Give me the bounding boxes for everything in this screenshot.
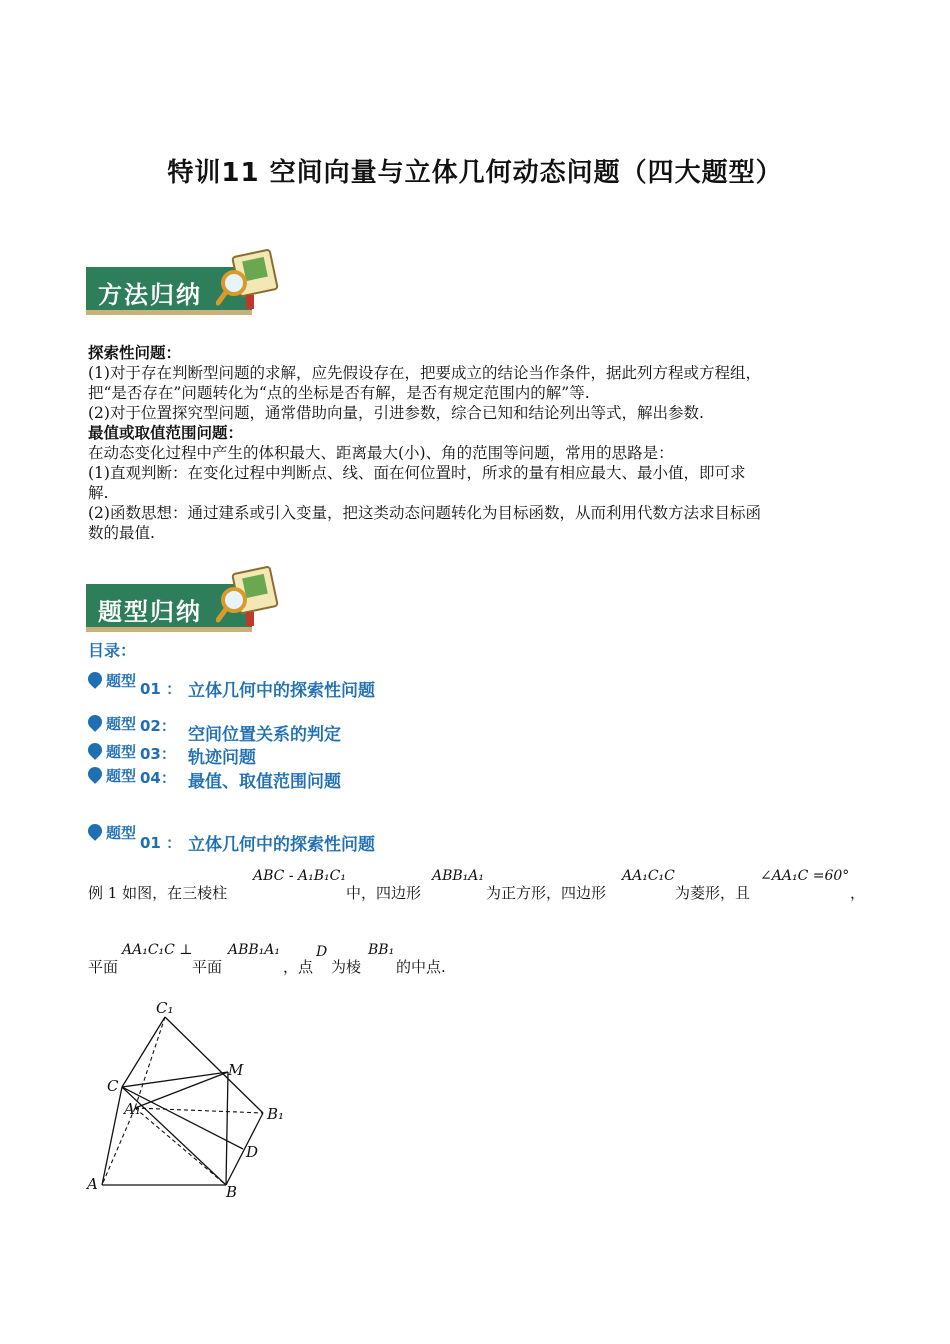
label-B1: B₁ [267,1105,285,1123]
example-text: 为正方形，四边形 [486,884,607,902]
banner-label: 方法归纳 [98,281,202,309]
toc-label: 空间位置关系的判定 [188,725,341,745]
example-text: 平面 [88,958,119,976]
toc-num: 04： [140,769,176,787]
para: (1)对于存在判断型问题的求解，应先假设存在，把要成立的结论当作条件，据此列方程或方程组， [88,364,761,382]
math-square: ABB₁A₁ [432,868,485,884]
section-tag: 题型 [106,824,137,842]
method-section [88,343,868,543]
hidden-edge [102,1108,135,1185]
label-D: D [246,1143,259,1161]
pin-icon [85,821,105,841]
math-rhombus: AA₁C₁C [622,868,675,884]
types-banner [86,562,286,634]
edge [102,1087,122,1185]
pin-icon [85,740,105,760]
toc-tag: 题型 [106,743,137,761]
section-heading [88,824,488,855]
para: (1)直观判断：在变化过程中判断点、线、面在何位置时，所求的量有相应最大、最小值，即可求 [88,464,746,482]
pin-icon [85,764,105,784]
math-edge: BB₁ [368,942,395,958]
example-text: 的中点. [396,958,446,976]
para: (2)函数思想：通过建系或引入变量，把这类动态问题转化为目标函数，从而利用代数方法求目标函 [88,504,761,522]
toc-label: 轨迹问题 [188,748,256,768]
para: 在动态变化过程中产生的体积最大、距离最大(小)、角的范围等问题，常用的思路是： [88,444,674,462]
label-C1: C₁ [156,999,174,1017]
math-plane: AA₁C₁C ⊥ [122,942,193,958]
toc-label: 最值、取值范围问题 [188,772,341,792]
banner-label: 题型归纳 [98,598,202,626]
math-point: D [316,944,328,960]
para: 数的最值. [88,524,155,542]
para: 解. [88,484,109,502]
hidden-edge [135,1108,226,1185]
edge [135,1072,228,1108]
toc-tag: 题型 [106,672,137,690]
toc-num: 02： [140,717,176,735]
section-label: 立体几何中的探索性问题 [188,835,375,855]
example-text: ，点 [283,958,314,976]
example-text: 为棱 [331,958,362,976]
para: (2)对于位置探究型问题，通常借助向量，引进参数，综合已知和结论列出等式，解出参数. [88,404,704,422]
page-title: 特训11 空间向量与立体几何动态问题（四大题型） [167,158,783,188]
math-prism: ABC - A₁B₁C₁ [253,868,346,884]
hidden-edge [135,1017,165,1108]
prism-figure [80,995,310,1205]
toc-tag: 题型 [106,767,137,785]
toc-item[interactable] [88,743,488,768]
label-B: B [226,1183,238,1201]
toc-label: 立体几何中的探索性问题 [188,681,375,701]
edge [122,1087,243,1149]
edge [122,1017,165,1087]
toc-item[interactable] [88,715,488,745]
toc-heading: 目录： [88,641,137,660]
example-text: 为菱形，且 [675,884,751,902]
method-banner [86,245,286,317]
label-A1: A₁ [124,1100,141,1118]
pin-icon [85,712,105,732]
toc-item[interactable] [88,672,488,701]
heading-extremum: 最值或取值范围问题： [88,424,244,442]
edge [226,1072,228,1185]
pin-icon [85,669,105,689]
example-text: 平面 [192,958,223,976]
example-text: 例 1 如图，在三棱柱 [88,884,228,902]
math-angle: ∠AA₁C =60° [760,868,850,884]
section-num: 01 ： [140,834,182,852]
label-M: M [228,1061,244,1079]
toc-item[interactable] [88,767,488,792]
label-C: C [107,1077,119,1095]
book-magnifier-icon [216,245,286,317]
example-text: 中，四边形 [346,884,422,902]
toc-tag: 题型 [106,715,137,733]
edge [122,1072,228,1087]
para: 把“是否存在”问题转化为“点的坐标是否有解，是否有规定范围内的解”等. [88,384,590,402]
toc-num: 03： [140,745,176,763]
label-A: A [87,1175,98,1193]
toc-num: 01 ： [140,680,182,698]
heading-exploratory: 探索性问题： [88,344,182,362]
math-plane2: ABB₁A₁ [228,942,281,958]
hidden-edge [135,1108,263,1113]
edge [165,1017,263,1113]
book-magnifier-icon [216,562,286,634]
example-text: ， [850,884,866,902]
